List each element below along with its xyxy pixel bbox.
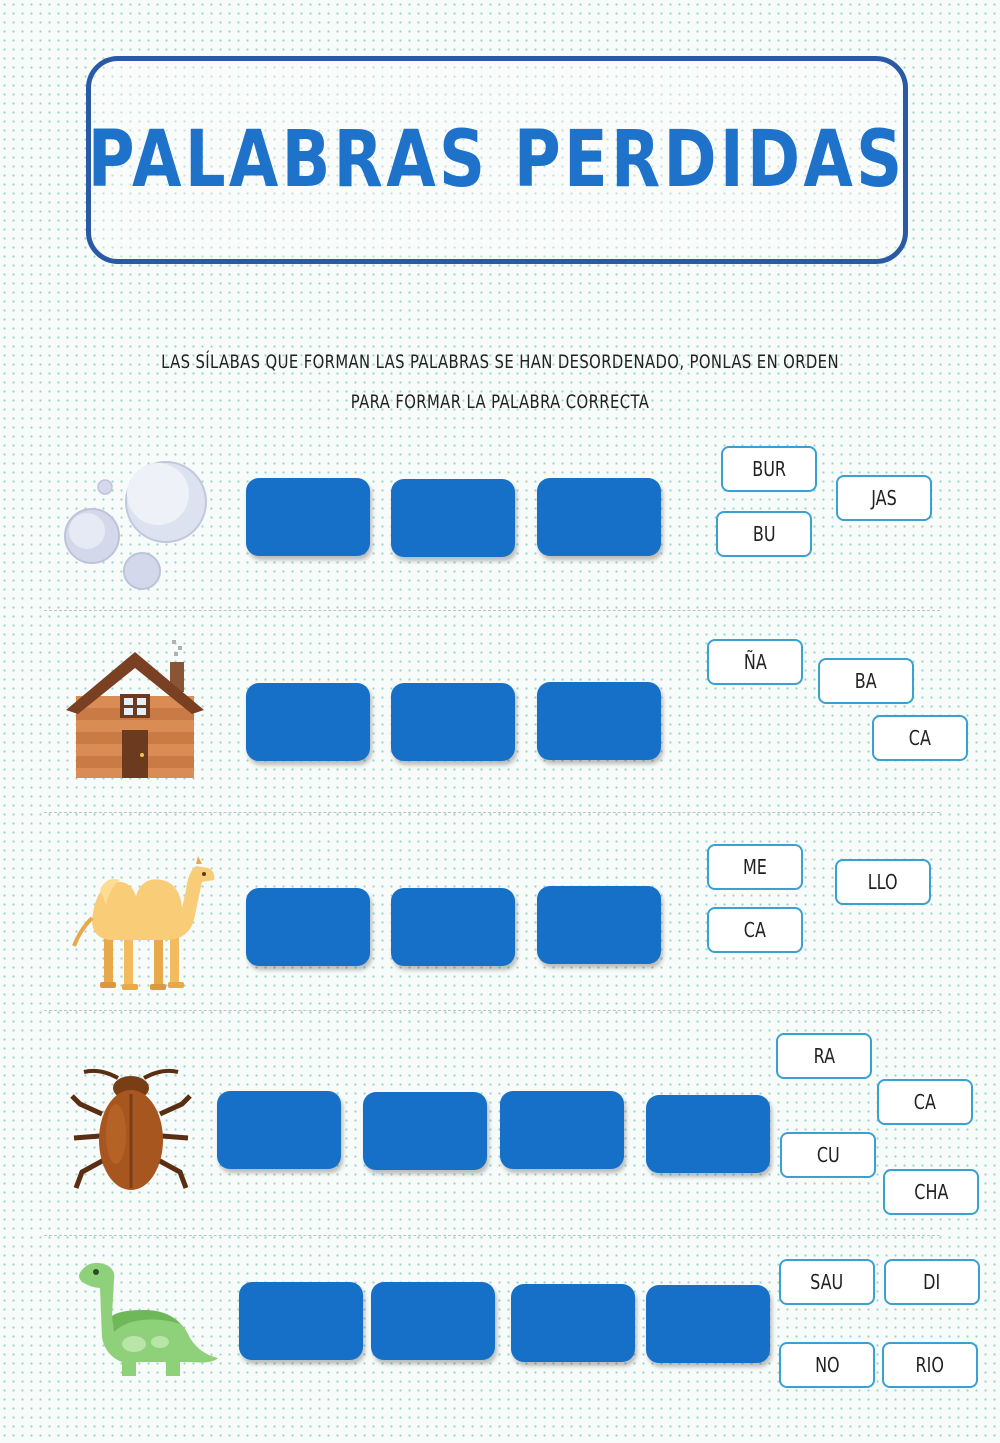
row-divider bbox=[44, 1010, 940, 1011]
instructions bbox=[60, 342, 940, 422]
answer-slot[interactable] bbox=[217, 1091, 341, 1169]
syllable-chip[interactable]: CU bbox=[780, 1132, 876, 1178]
instructions-line-1: LAS SÍLABAS QUE FORMAN LAS PALABRAS SE HAN DESORDENADO, PONLAS EN ORDEN bbox=[161, 351, 839, 373]
answer-slot[interactable] bbox=[646, 1285, 770, 1363]
answer-slot[interactable] bbox=[511, 1284, 635, 1362]
cabin-icon bbox=[64, 634, 206, 782]
answer-slot[interactable] bbox=[646, 1095, 770, 1173]
camel-icon bbox=[70, 850, 220, 995]
answer-slot[interactable] bbox=[246, 888, 370, 966]
page-title: PALABRAS PERDIDAS bbox=[88, 115, 906, 205]
title-banner bbox=[86, 56, 908, 264]
syllable-chip[interactable]: BUR bbox=[721, 446, 817, 492]
syllable-chip[interactable]: ÑA bbox=[707, 639, 803, 685]
syllable-chip[interactable]: ME bbox=[707, 844, 803, 890]
row-divider bbox=[44, 1235, 940, 1236]
syllable-chip[interactable]: LLO bbox=[835, 859, 931, 905]
syllable-chip[interactable]: CA bbox=[877, 1079, 973, 1125]
row-divider bbox=[44, 610, 940, 611]
syllable-chip[interactable]: DI bbox=[884, 1259, 980, 1305]
answer-slot[interactable] bbox=[391, 479, 515, 557]
answer-slot[interactable] bbox=[363, 1092, 487, 1170]
answer-slot[interactable] bbox=[371, 1282, 495, 1360]
answer-slot[interactable] bbox=[391, 683, 515, 761]
instructions-line-2: PARA FORMAR LA PALABRA CORRECTA bbox=[350, 391, 650, 413]
answer-slot[interactable] bbox=[246, 478, 370, 556]
syllable-chip[interactable]: RIO bbox=[882, 1342, 978, 1388]
answer-slot[interactable] bbox=[246, 683, 370, 761]
row-divider bbox=[44, 812, 940, 813]
answer-slot[interactable] bbox=[537, 682, 661, 760]
answer-slot[interactable] bbox=[537, 886, 661, 964]
answer-slot[interactable] bbox=[537, 478, 661, 556]
cockroach-icon bbox=[66, 1064, 196, 1194]
syllable-chip[interactable]: BA bbox=[818, 658, 914, 704]
answer-slot[interactable] bbox=[391, 888, 515, 966]
dinosaur-icon bbox=[72, 1258, 222, 1383]
syllable-chip[interactable]: CHA bbox=[883, 1169, 979, 1215]
answer-slot[interactable] bbox=[239, 1282, 363, 1360]
syllable-chip[interactable]: RA bbox=[776, 1033, 872, 1079]
syllable-chip[interactable]: JAS bbox=[836, 475, 932, 521]
syllable-chip[interactable]: NO bbox=[779, 1342, 875, 1388]
answer-slot[interactable] bbox=[500, 1091, 624, 1169]
syllable-chip[interactable]: CA bbox=[872, 715, 968, 761]
bubbles-icon bbox=[60, 460, 210, 595]
syllable-chip[interactable]: SAU bbox=[779, 1259, 875, 1305]
syllable-chip[interactable]: BU bbox=[716, 511, 812, 557]
syllable-chip[interactable]: CA bbox=[707, 907, 803, 953]
